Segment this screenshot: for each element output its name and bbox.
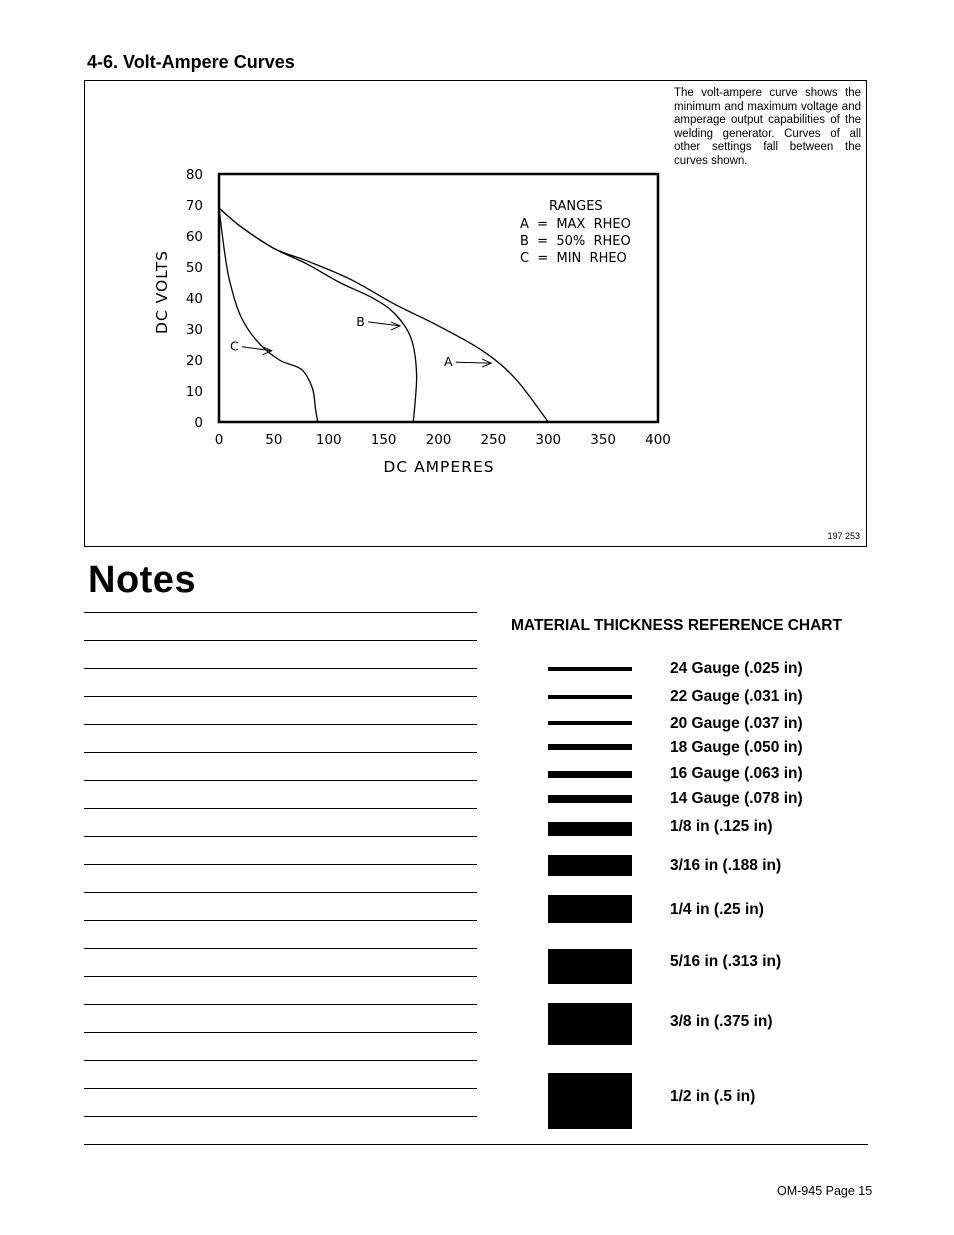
thickness-label: 22 Gauge (.031 in) <box>670 688 803 705</box>
thickness-swatch <box>548 721 632 725</box>
legend-title: RANGES <box>549 199 603 214</box>
thickness-swatch <box>548 895 632 923</box>
thickness-label: 1/4 in (.25 in) <box>670 901 764 918</box>
thickness-label: 14 Gauge (.078 in) <box>670 790 803 807</box>
y-tick-label: 40 <box>185 291 203 307</box>
figure-caption: The volt-ampere curve shows the minimum and maximum voltage and amperage output capabilities of the welding generator. Curves of all other settings fall between the curves shown. <box>674 87 861 167</box>
x-tick-label: 300 <box>535 432 562 448</box>
note-line <box>84 752 477 753</box>
y-tick-label: 20 <box>185 353 203 369</box>
thickness-swatch <box>548 771 632 778</box>
y-tick-label: 60 <box>185 229 203 245</box>
thickness-label: 1/8 in (.125 in) <box>670 818 773 835</box>
note-line <box>84 836 477 837</box>
thickness-label: 1/2 in (.5 in) <box>670 1088 756 1105</box>
note-line <box>84 976 477 977</box>
x-tick-label: 0 <box>214 432 224 448</box>
thickness-label: 18 Gauge (.050 in) <box>670 739 803 756</box>
curve-arrow-line <box>456 362 491 363</box>
curve-label-b: B <box>356 313 365 329</box>
legend-entry: A = MAX RHEO <box>520 217 631 232</box>
note-line <box>84 640 477 641</box>
note-line <box>84 668 477 669</box>
thickness-label: 20 Gauge (.037 in) <box>670 715 803 732</box>
y-tick-label: 80 <box>185 167 203 183</box>
figure-id: 197 253 <box>827 531 860 541</box>
note-line <box>84 864 477 865</box>
legend-entry: C = MIN RHEO <box>520 251 627 266</box>
x-tick-label: 200 <box>425 432 452 448</box>
x-axis-label: DC AMPERES <box>383 458 495 476</box>
page-footer: OM-945 Page 15 <box>777 1184 873 1198</box>
thickness-label: 3/8 in (.375 in) <box>670 1013 773 1030</box>
y-tick-label: 30 <box>185 322 203 338</box>
thickness-swatch <box>548 855 632 876</box>
x-tick-label: 100 <box>315 432 342 448</box>
thickness-swatch <box>548 949 632 984</box>
thickness-swatch <box>548 695 632 699</box>
x-tick-label: 150 <box>370 432 397 448</box>
curve-label-a: A <box>443 354 453 370</box>
note-line <box>84 892 477 893</box>
note-line <box>84 696 477 697</box>
y-tick-label: 0 <box>194 415 203 431</box>
note-line <box>84 1060 477 1061</box>
thickness-swatch <box>548 1073 632 1129</box>
note-line <box>84 1088 477 1089</box>
thickness-chart-title: MATERIAL THICKNESS REFERENCE CHART <box>511 617 842 634</box>
x-tick-label: 50 <box>265 432 283 448</box>
note-line <box>84 612 477 613</box>
section-heading: 4-6. Volt-Ampere Curves <box>87 52 295 72</box>
thickness-label: 24 Gauge (.025 in) <box>670 660 803 677</box>
thickness-swatch <box>548 667 632 671</box>
note-line <box>84 780 477 781</box>
note-line <box>84 724 477 725</box>
note-line <box>84 1032 477 1033</box>
thickness-swatch <box>548 1003 632 1045</box>
thickness-label: 5/16 in (.313 in) <box>670 953 782 970</box>
volt-ampere-chart <box>85 81 866 546</box>
x-tick-label: 400 <box>645 432 671 448</box>
y-axis-label: DC VOLTS <box>153 249 171 335</box>
y-tick-label: 50 <box>185 260 203 276</box>
thickness-label: 16 Gauge (.063 in) <box>670 765 803 782</box>
thickness-label: 3/16 in (.188 in) <box>670 857 782 874</box>
note-line <box>84 808 477 809</box>
volt-ampere-figure <box>84 80 867 547</box>
note-line <box>84 948 477 949</box>
x-tick-label: 350 <box>590 432 617 448</box>
notes-title: Notes <box>88 559 197 601</box>
y-tick-label: 10 <box>185 384 203 400</box>
note-line <box>84 1004 477 1005</box>
thickness-swatch <box>548 795 632 804</box>
curve-label-c: C <box>229 338 239 354</box>
bottom-rule <box>84 1144 868 1145</box>
thickness-swatch <box>548 744 632 750</box>
curve-b <box>219 208 417 422</box>
curve-a <box>219 208 548 422</box>
x-tick-label: 250 <box>480 432 507 448</box>
note-line <box>84 1116 477 1117</box>
note-line <box>84 920 477 921</box>
legend-entry: B = 50% RHEO <box>520 234 631 249</box>
curve-c <box>219 208 318 422</box>
thickness-swatch <box>548 822 632 836</box>
y-tick-label: 70 <box>185 198 203 214</box>
